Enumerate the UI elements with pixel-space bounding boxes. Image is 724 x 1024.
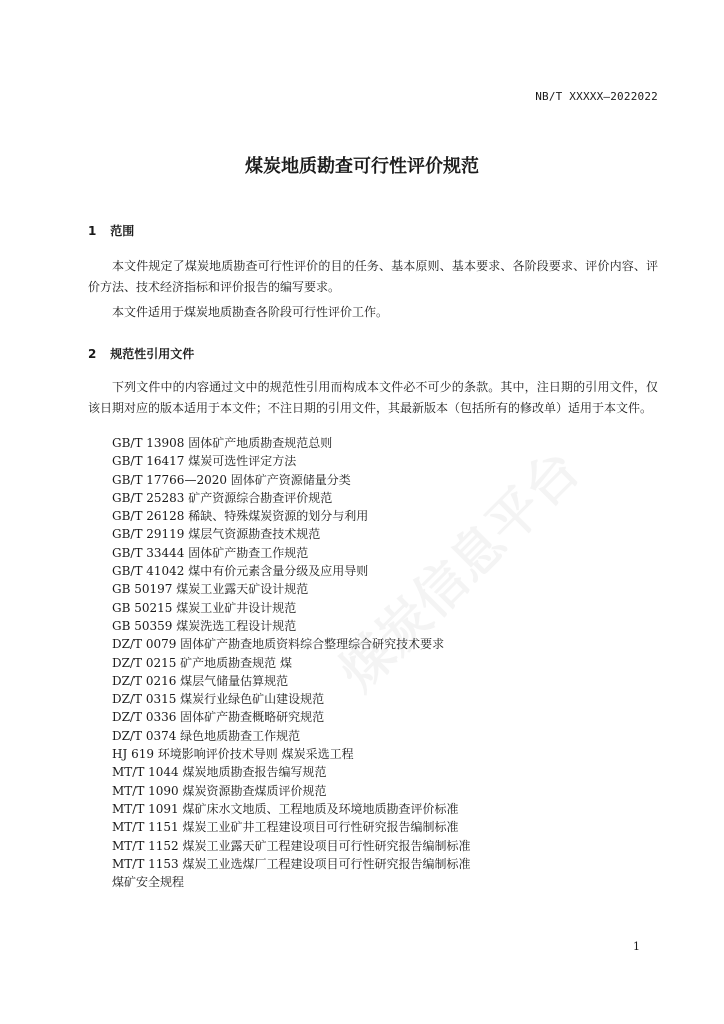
reference-item: MT/T 1151 煤炭工业矿井工程建设项目可行性研究报告编制标准 — [112, 820, 459, 835]
reference-item: MT/T 1091 煤矿床水文地质、工程地质及环境地质勘查评价标准 — [112, 801, 459, 816]
scope-paragraph-2: 本文件适用于煤炭地质勘查各阶段可行性评价工作。 — [112, 305, 389, 319]
reference-item: MT/T 1044 煤炭地质勘查报告编写规范 — [112, 765, 327, 780]
reference-item: GB/T 33444 固体矿产勘查工作规范 — [112, 545, 309, 560]
section-number: 2 — [88, 347, 97, 361]
reference-item: GB 50215 煤炭工业矿井设计规范 — [112, 600, 297, 615]
reference-item: DZ/T 0374 绿色地质勘查工作规范 — [112, 728, 301, 743]
references-intro-paragraph: 下列文件中的内容通过文中的规范性引用而构成本文件必不可少的条款。其中，注日期的引用文件，仅该日期对应的版本适用于本文件；不注日期的引用文件，其最新版本（包括所有的修改单）适用于本文件。 — [88, 380, 658, 415]
section-number: 1 — [88, 224, 97, 238]
doc-code: NB/T XXXXX—2022022 — [535, 90, 658, 103]
reference-item: GB 50359 煤炭洗选工程设计规范 — [112, 618, 297, 633]
section-title: 规范性引用文件 — [110, 347, 195, 361]
reference-item: DZ/T 0215 矿产地质勘查规范 煤 — [112, 655, 292, 670]
reference-item: GB/T 13908 固体矿产地质勘查规范总则 — [112, 436, 333, 450]
page-number: 1 — [633, 940, 640, 953]
reference-item: GB/T 29119 煤层气资源勘查技术规范 — [112, 527, 321, 542]
reference-item: GB/T 41042 煤中有价元素含量分级及应用导则 — [112, 564, 369, 579]
reference-item: DZ/T 0336 固体矿产勘查概略研究规范 — [112, 710, 325, 725]
reference-item: HJ 619 环境影响评价技术导则 煤炭采选工程 — [112, 747, 354, 762]
reference-item: MT/T 1153 煤炭工业选煤厂工程建设项目可行性研究报告编制标准 — [112, 856, 471, 871]
reference-item: GB/T 26128 稀缺、特殊煤炭资源的划分与利用 — [112, 509, 369, 524]
reference-item: GB/T 25283 矿产资源综合勘查评价规范 — [112, 490, 333, 505]
section-heading-normative-references — [88, 345, 194, 362]
section-heading-scope — [88, 222, 134, 239]
section-title: 范围 — [110, 224, 135, 238]
reference-list — [112, 434, 471, 891]
reference-item: DZ/T 0315 煤炭行业绿色矿山建设规范 — [112, 692, 325, 707]
reference-item: DZ/T 0216 煤层气储量估算规范 — [112, 673, 289, 688]
document-title: 煤炭地质勘查可行性评价规范 — [245, 156, 479, 177]
reference-item: GB/T 17766—2020 固体矿产资源储量分类 — [112, 472, 351, 487]
reference-item: MT/T 1090 煤炭资源勘查煤质评价规范 — [112, 783, 327, 798]
reference-item: GB 50197 煤炭工业露天矿设计规范 — [112, 582, 309, 597]
scope-paragraph-1: 本文件规定了煤炭地质勘查可行性评价的目的任务、基本原则、基本要求、各阶段要求、评价内容、评价方法、技术经济指标和评价报告的编写要求。 — [88, 259, 658, 294]
reference-item: GB/T 16417 煤炭可选性评定方法 — [112, 454, 297, 469]
reference-item: MT/T 1152 煤炭工业露天矿工程建设项目可行性研究报告编制标准 — [112, 838, 471, 853]
reference-item: 煤矿安全规程 — [112, 875, 185, 890]
reference-item: DZ/T 0079 固体矿产勘查地质资料综合整理综合研究技术要求 — [112, 637, 445, 652]
